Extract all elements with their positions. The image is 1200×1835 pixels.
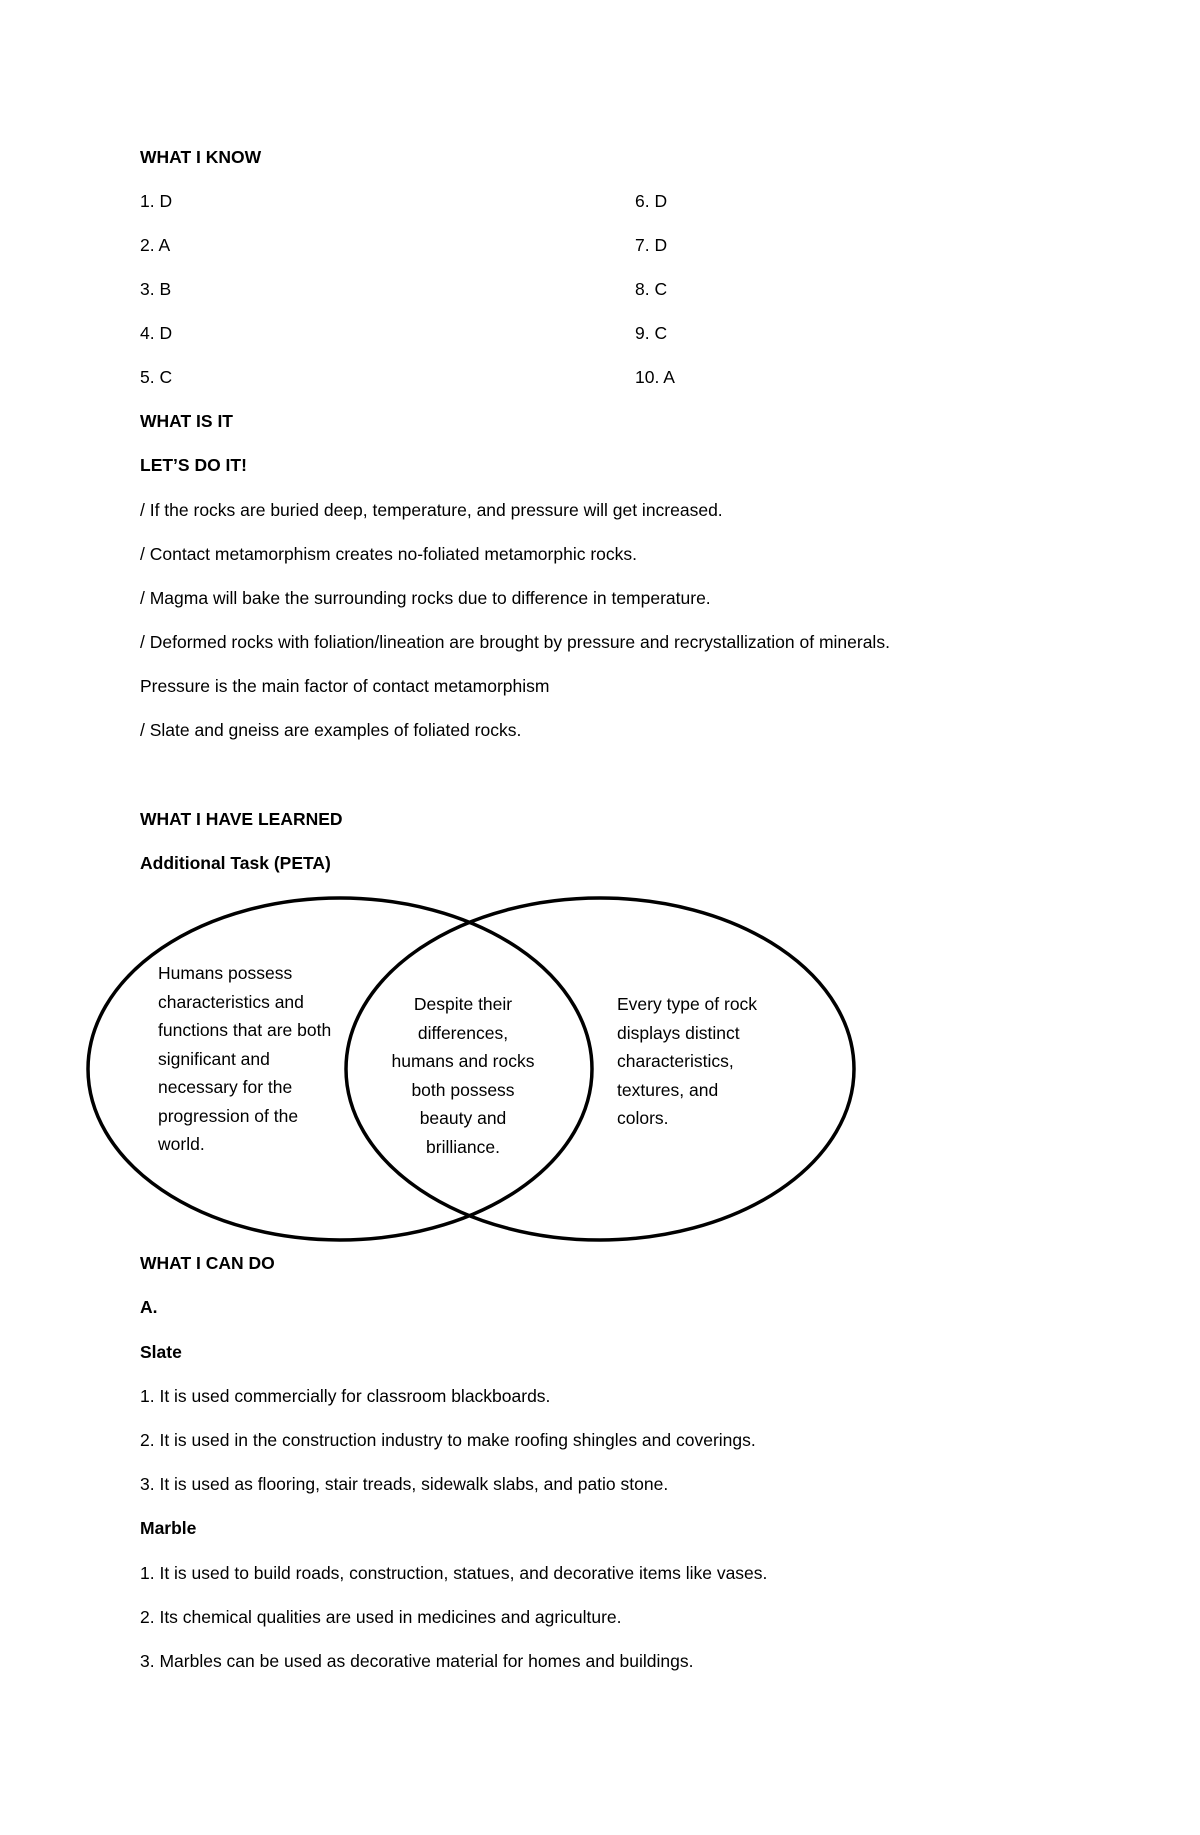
answer-item: 7. D (635, 235, 668, 255)
venn-right-line: characteristics, (617, 1051, 734, 1071)
what-is-it-heading: WHAT IS IT (140, 411, 233, 431)
what-i-have-learned-heading: WHAT I HAVE LEARNED (140, 809, 343, 829)
statement-item: / Contact metamorphism creates no-foliated metamorphic rocks. (140, 544, 637, 564)
marble-title: Marble (140, 1518, 197, 1538)
marble-use-item: 2. Its chemical qualities are used in medicines and agriculture. (140, 1607, 622, 1627)
answer-item: 8. C (635, 279, 668, 299)
venn-left-line: world. (158, 1134, 205, 1154)
venn-left-text (158, 959, 368, 1159)
additional-task-subheading: Additional Task (PETA) (140, 853, 331, 873)
venn-right-line: Every type of rock (617, 994, 758, 1014)
venn-middle-line: brilliance. (426, 1136, 500, 1157)
statement-item: / Magma will bake the surrounding rocks due to difference in temperature. (140, 588, 711, 608)
slate-use-item: 2. It is used in the construction industry to make roofing shingles and coverings. (140, 1430, 756, 1450)
answer-item: 2. A (140, 235, 171, 255)
marble-use-item: 1. It is used to build roads, construction, statues, and decorative items like vases. (140, 1563, 768, 1583)
answer-item: 6. D (635, 191, 668, 211)
answer-item: 5. C (140, 367, 173, 387)
venn-middle-line: both possess (411, 1079, 515, 1100)
answer-item: 1. D (140, 191, 173, 211)
venn-middle-line: humans and rocks (391, 1051, 535, 1071)
venn-right-line: textures, and (617, 1079, 719, 1100)
venn-left-line: necessary for the (158, 1077, 293, 1097)
answer-item: 4. D (140, 323, 173, 343)
slate-title: Slate (140, 1342, 182, 1362)
part-label: A. (140, 1297, 158, 1317)
statement-item: / Slate and gneiss are examples of foliated rocks. (140, 720, 522, 740)
what-i-know-heading: WHAT I KNOW (140, 147, 262, 167)
venn-left-line: Humans possess (158, 963, 293, 983)
venn-right-text (617, 990, 807, 1133)
venn-left-line: significant and (158, 1048, 270, 1069)
venn-left-line: functions that are both (158, 1020, 332, 1040)
answer-item: 10. A (635, 367, 675, 387)
statement-item: / If the rocks are buried deep, temperature, and pressure will get increased. (140, 500, 723, 520)
venn-middle-line: beauty and (419, 1108, 507, 1128)
statement-item: / Deformed rocks with foliation/lineation are brought by pressure and recrystallization of minerals. (140, 632, 890, 652)
answer-item: 3. B (140, 279, 172, 299)
venn-middle-line: differences, (417, 1022, 509, 1043)
answer-item: 9. C (635, 323, 668, 343)
slate-use-item: 1. It is used commercially for classroom blackboards. (140, 1386, 551, 1406)
slate-use-item: 3. It is used as flooring, stair treads, sidewalk slabs, and patio stone. (140, 1474, 669, 1494)
venn-middle-text (378, 990, 548, 1161)
statement-item: Pressure is the main factor of contact metamorphism (140, 676, 550, 696)
lets-do-it-subheading: LET’S DO IT! (140, 455, 247, 475)
venn-right-line: displays distinct (617, 1022, 740, 1043)
venn-right-line: colors. (617, 1108, 669, 1128)
venn-middle-line: Despite their (413, 994, 513, 1014)
venn-left-line: progression of the (158, 1105, 299, 1126)
venn-left-line: characteristics and (158, 991, 304, 1012)
what-i-can-do-heading: WHAT I CAN DO (140, 1253, 275, 1273)
marble-use-item: 3. Marbles can be used as decorative material for homes and buildings. (140, 1651, 694, 1671)
